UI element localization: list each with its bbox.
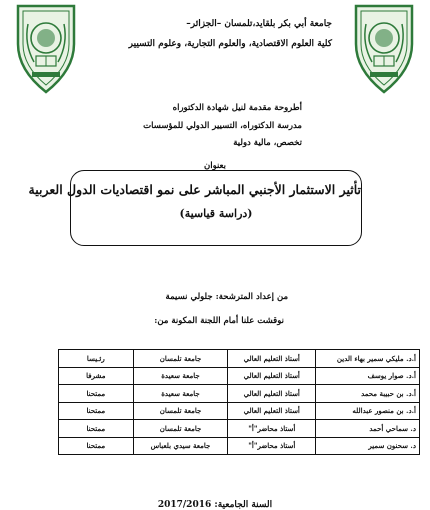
table-row (59, 420, 420, 438)
jury-university: جامعة سعيدة (133, 367, 228, 385)
jury-rank: أستاذ التعليم العالي (228, 385, 316, 403)
jury-role: مشرفا (59, 367, 134, 385)
jury-role: ممتحنا (59, 420, 134, 438)
table-row (59, 437, 420, 455)
jury-rank: أستاذ التعليم العالي (228, 402, 316, 420)
university-seal-right (348, 4, 420, 94)
university-name: جامعة أبي بكر بلقايد،تلمسان –الجزائر– (186, 19, 332, 29)
doctoral-school: مدرسة الدكتوراه، التسيير الدولي للمؤسسات (143, 120, 302, 131)
student-line: من إعداد المترشحة: جلولي نسيمة (165, 292, 288, 302)
thesis-meta (82, 100, 302, 153)
jury-university: جامعة تلمسان (133, 350, 228, 368)
jury-role: ممتحنا (59, 437, 134, 455)
thesis-type: أطروحة مقدمة لنيل شهادة الدكتوراه (172, 103, 302, 113)
jury-rank: أستاذ التعليم العالي (228, 350, 316, 368)
jury-role: رئـيسا (59, 350, 134, 368)
jury-rank: أستاذ محاضر"أ" (228, 420, 316, 438)
faculty-name: كلية العلوم الاقتصادية، والعلوم التجارية، وعلوم التسيير (128, 39, 332, 49)
jury-name: د. سحنون سمير (316, 437, 420, 455)
jury-table (58, 349, 420, 455)
jury-rank: أستاذ محاضر"أ" (228, 437, 316, 455)
table-row (59, 350, 420, 368)
jury-name: أ.د. بن حبيبة محمد (316, 385, 420, 403)
jury-role: ممتحنا (59, 402, 134, 420)
jury-university: جامعة سيدي بلعباس (133, 437, 228, 455)
university-header (92, 14, 332, 54)
jury-university: جامعة تلمسان (133, 420, 228, 438)
jury-name: أ.د. بن منصور عبدالله (316, 402, 420, 420)
jury-rank: أستاذ التعليم العالي (228, 367, 316, 385)
table-row (59, 402, 420, 420)
jury-role: ممتحنا (59, 385, 134, 403)
academic-year: السنة الجامعية: 2017/2016 (157, 500, 273, 510)
thesis-subtitle: (دراسة قياسية) (179, 207, 253, 220)
jury-name: أ.د. مليكي سمير بهاء الدين (316, 350, 420, 368)
jury-name: د. سماحي أحمد (316, 420, 420, 438)
jury-university: جامعة سعيدة (133, 385, 228, 403)
thesis-title: تأثير الاستثمار الأجنبي المباشر على نمو اقتصاديات الدول العربية (28, 182, 361, 197)
university-seal-left (10, 4, 82, 94)
table-row (59, 367, 420, 385)
jury-university: جامعة تلمسان (133, 402, 228, 420)
committee-label: نوقشت علنا أمام اللجنة المكونة من: (154, 316, 284, 326)
thesis-title-box (28, 170, 362, 246)
table-row (59, 385, 420, 403)
jury-name: أ.د. صوار يوسف (316, 367, 420, 385)
title-label: بعنوان (203, 161, 227, 171)
specialty: تخصص، مالية دولية (233, 138, 302, 148)
